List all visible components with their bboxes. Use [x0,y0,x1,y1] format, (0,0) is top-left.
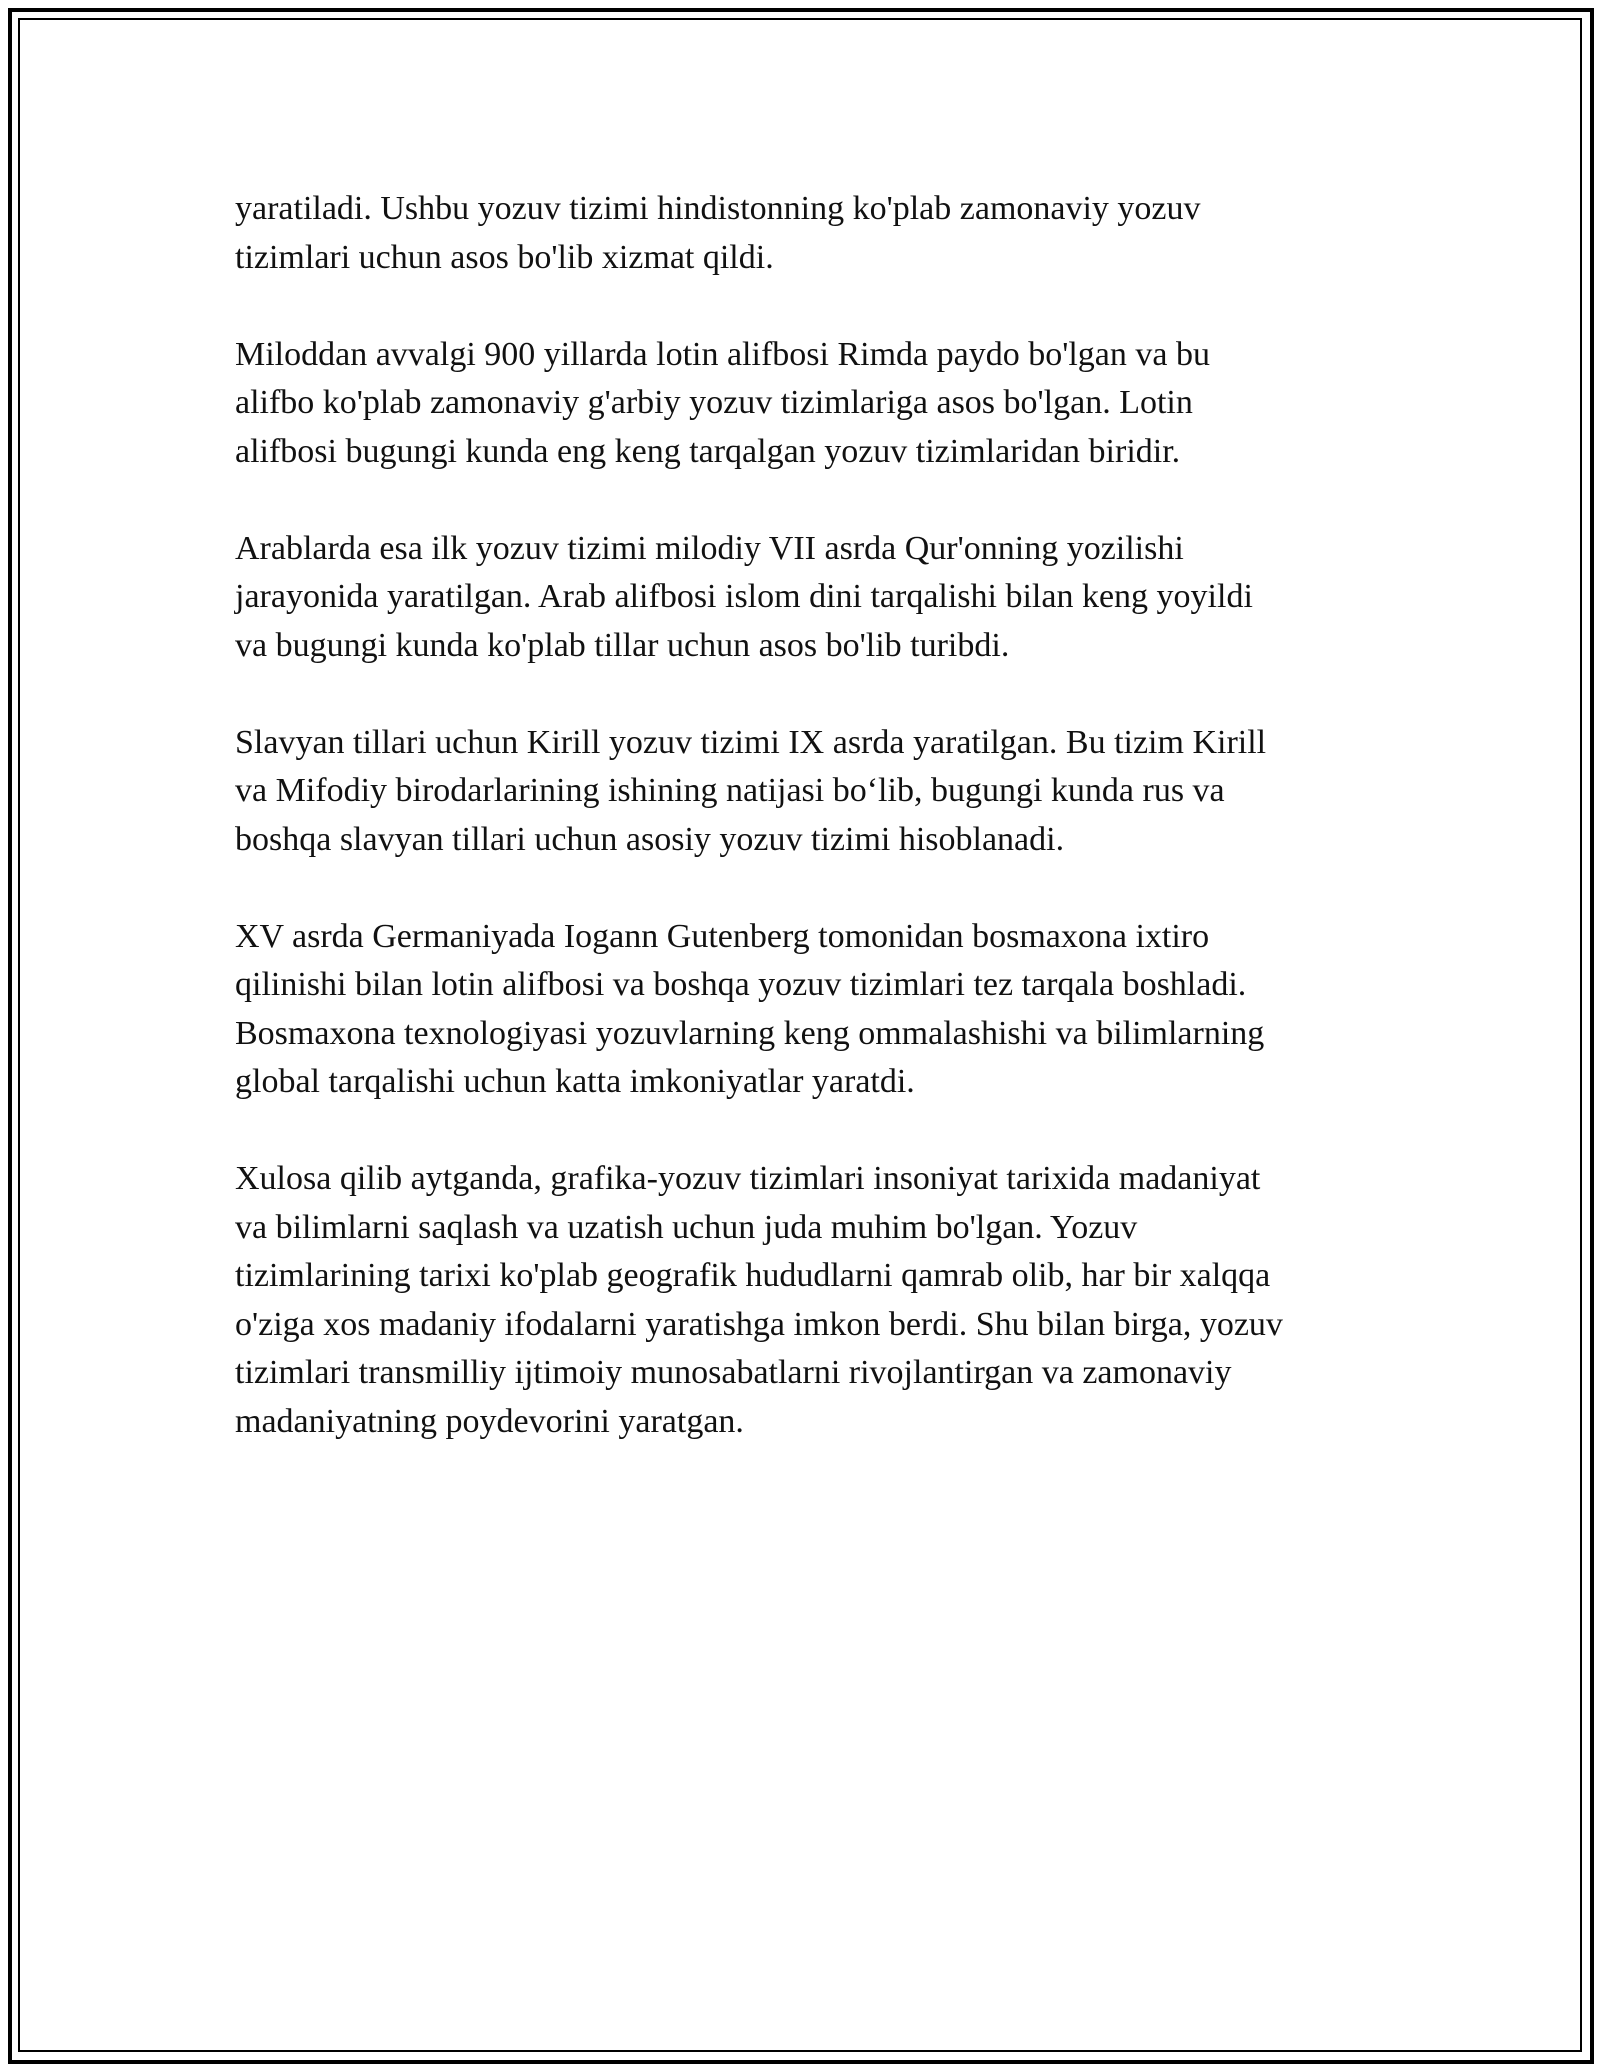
text-line: Slavyan tillari uchun Kirill yozuv tizimi IX asrda yaratilgan. Bu tizim Kirill [235,723,1267,761]
text-line: alifbosi bugungi kunda eng keng tarqalgan yozuv tizimlaridan biridir. [235,432,1181,470]
text-line: global tarqalishi uchun katta imkoniyatlar yaratdi. [235,1063,915,1100]
text-line: Arablarda esa ilk yozuv tizimi milodiy VII asrda Qur'onning yozilishi [235,529,1184,567]
text-line: jarayonida yaratilgan. Arab alifbosi islom dini tarqalishi bilan keng yoyildi [235,578,1253,615]
text-line: va bilimlarni saqlash va uzatish uchun juda muhim bo'lgan. Yozuv [235,1208,1138,1246]
text-line: yaratiladi. Ushbu yozuv tizimi hindistonning ko'plab zamonaviy yozuv [235,190,1201,227]
text-line: qilinishi bilan lotin alifbosi va boshqa yozuv tizimlari tez tarqala boshladi. [235,966,1247,1003]
paragraph-5 [235,913,1375,1107]
text-line: Miloddan avvalgi 900 yillarda lotin alifbosi Rimda paydo bo'lgan va bu [235,335,1210,373]
text-line: Bosmaxona texnologiyasi yozuvlarning keng ommalashishi va bilimlarning [235,1014,1265,1052]
paragraph-2 [235,331,1375,477]
text-line: tizimlarining tarixi ko'plab geografik hududlarni qamrab olib, har bir xalqqa [235,1257,1271,1294]
paragraph-3 [235,525,1375,671]
text-line: madaniyatning poydevorini yaratgan. [235,1402,744,1440]
text-line: boshqa slavyan tillari uchun asosiy yozuv tizimi hisoblanadi. [235,820,1065,858]
text-line: XV asrda Germaniyada Iogann Gutenberg tomonidan bosmaxona ixtiro [235,917,1210,955]
document-body [235,185,1375,1495]
text-line: va Mifodiy birodarlarining ishining natijasi bo‘lib, bugungi kunda rus va [235,772,1225,809]
text-line: tizimlari uchun asos bo'lib xizmat qildi. [235,238,774,276]
text-line: o'ziga xos madaniy ifodalarni yaratishga imkon berdi. Shu bilan birga, yozuv [235,1305,1283,1343]
paragraph-4 [235,719,1375,865]
paragraph-6 [235,1155,1375,1446]
paragraph-1 [235,185,1375,282]
text-line: Xulosa qilib aytganda, grafika-yozuv tizimlari insoniyat tarixida madaniyat [235,1160,1261,1197]
text-line: va bugungi kunda ko'plab tillar uchun asos bo'lib turibdi. [235,626,1010,664]
text-line: tizimlari transmilliy ijtimoiy munosabatlarni rivojlantirgan va zamonaviy [235,1354,1232,1391]
text-line: alifbo ko'plab zamonaviy g'arbiy yozuv tizimlariga asos bo'lgan. Lotin [235,384,1193,421]
